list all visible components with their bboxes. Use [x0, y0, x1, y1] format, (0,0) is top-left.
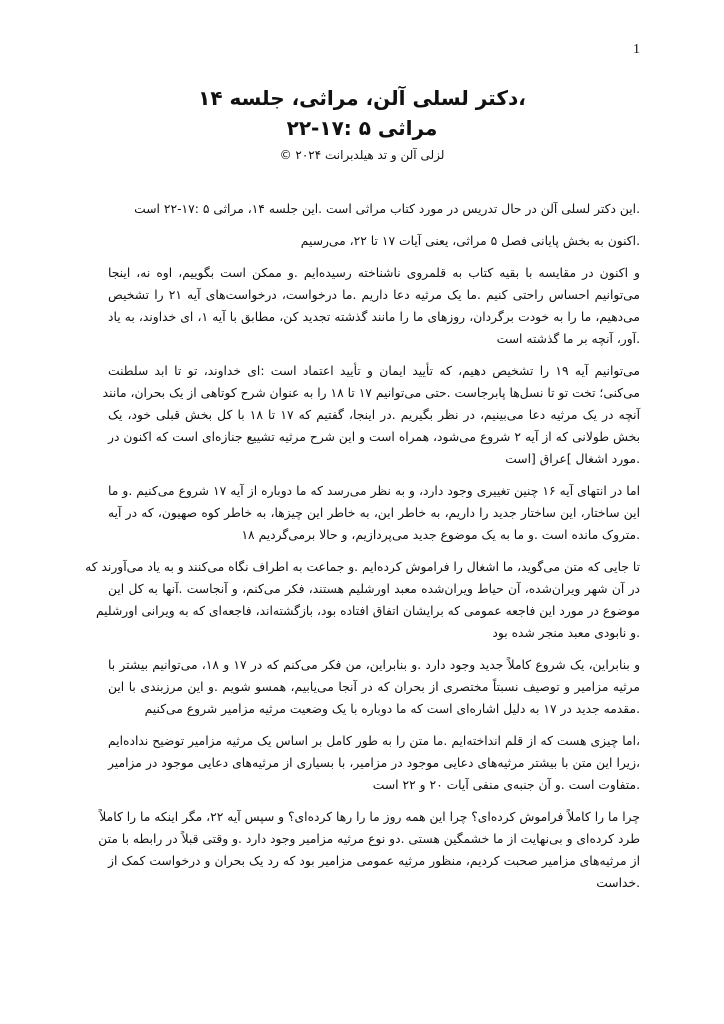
- paragraph-line: ،اما چیزی هست که از قلم انداخته‌ایم .ما متن را به طور کامل بر اساس یک مرثیه مزامیر توضیح نداده‌ایم: [108, 734, 640, 748]
- paragraph: [98, 806, 640, 894]
- paragraph: [85, 556, 640, 644]
- document-subtitle-reference: مراثی ۵ :۱۷-۲۲: [286, 116, 438, 140]
- paragraph: [108, 654, 640, 720]
- paragraph-line: طرد کرده‌ای و بی‌نهایت از ما خشمگین هستی .دو نوع مرثیه مزامیر وجود دارد .و وقتی قبلاً در رابطه با متن: [98, 832, 640, 846]
- paragraph-line: در آن شهر ویران‌شده، آن حیاط ویران‌شده معبد اورشلیم هستند، فکر می‌کنم، و آنجاست .آنها به کل این: [108, 582, 640, 596]
- paragraph-line: .متروک مانده است .و ما به یک موضوع جدید می‌پردازیم، و حالا برمی‌گردیم ۱۸: [241, 528, 640, 542]
- paragraph-line: و اکنون در مقایسه با بقیه کتاب به قلمروی ناشناخته رسیده‌ایم .و ممکن است بگوییم، اوه نه، اینجا: [108, 266, 640, 280]
- paragraph-line: .مورد اشغال ]عراق [است: [505, 452, 640, 466]
- paragraph-line: می‌دهیم، ما را به خودت برگردان، روزهای ما را مانند گذشته تجدید کن، مطابق با آیه ۱، ای خداوند، به یاد: [108, 310, 640, 324]
- paragraph: [108, 480, 640, 546]
- paragraph-line: موضوع در مورد این فاجعه عمومی که برایشان اتفاق افتاده بود، بازگشته‌اند، فاجعه‌ای که به ویرانی اورشلیم: [96, 604, 640, 618]
- paragraph-line: ،زیرا این متن با بیشتر مرثیه‌های دعایی موجود در مزامیر، با بسیاری از مرثیه‌های دعایی موجود در مزامیر: [108, 756, 640, 770]
- paragraph-line: .اکنون به بخش پایانی فصل ۵ مراثی، یعنی آیات ۱۷ تا ۲۲، می‌رسیم: [300, 234, 640, 248]
- paragraph: [108, 230, 640, 252]
- paragraph: [108, 262, 640, 350]
- paragraph: [108, 730, 640, 796]
- paragraph-line: می‌توانیم آیه ۱۹ را تشخیص دهیم، که تأیید ایمان و تأیید اعتماد است :ای خداوند، تو تا ابد سلطنت: [108, 364, 640, 378]
- paragraph-line: بخش طولانی که از آیه ۲ شروع می‌شود، همراه است و این شرح مرثیه تشییع جنازه‌ای است که اکنون در: [108, 430, 641, 444]
- paragraph-line: تا جایی که متن می‌گوید، ما اشغال را فراموش کرده‌ایم .و جماعت به اطراف نگاه می‌کنند و به یاد می‌آورند که: [85, 560, 640, 574]
- paragraph-line: .مقدمه جدید در ۱۷ به دلیل اشاره‌ای است که ما دوباره با یک وضعیت مرثیه مزامیر شروع می‌کنیم: [144, 702, 640, 716]
- paragraph-line: این ساختار، این ساختار جدید را داریم، به خاطر این، به خاطر این چیزها، به خاطر کوه صهیون، که در آیه: [108, 506, 640, 520]
- paragraph-line: چرا ما را کاملاً فراموش کرده‌ای؟ چرا این همه روز ما را رها کرده‌ای؟ و سپس آیه ۲۲، مگر اینکه ما را کاملاً: [99, 810, 640, 824]
- paragraph-line: می‌کنی؛ تخت تو تا نسل‌ها پابرجاست .حتی می‌توانیم ۱۷ تا ۱۸ را به عنوان شرح کوتاهی از یک بحران، مانند: [102, 386, 640, 400]
- document-title: ،دکتر لسلی آلن، مراثی، جلسه ۱۴: [198, 86, 526, 110]
- document-body: [85, 198, 641, 904]
- page-number: 1: [633, 42, 640, 57]
- paragraph-line: .و نابودی معبد منجر شده بود: [492, 626, 640, 640]
- paragraph-line: مرثیه مزامیر و توصیف نسبتاً مختصری از بحران که در آنجا می‌یابیم، همسو شویم .و این مرزبندی با این: [108, 680, 640, 694]
- paragraph: [102, 360, 641, 470]
- paragraph: [108, 198, 640, 220]
- copyright-line: لزلی آلن و تد هیلدبرانت ۲۰۲۴ ©: [279, 148, 445, 162]
- paragraph-line: می‌توانیم احساس راحتی کنیم .ما یک مرثیه دعا داریم .ما درخواست، درخواست‌های آیه ۲۱ را تشخیص: [108, 288, 640, 302]
- paragraph-line: آنچه در یک مرثیه دعا می‌بینیم، در نظر بگیریم .در اینجا، گفتیم که ۱۷ تا ۱۸ با کل بخش قبلی خود، یک: [108, 408, 640, 422]
- paragraph-line: .متفاوت است .و آن جنبه‌ی منفی آیات ۲۰ و ۲۲ است: [372, 778, 640, 792]
- paragraph-line: .این دکتر لسلی آلن در حال تدریس در مورد کتاب مراثی است .این جلسه ۱۴، مراثی ۵ :۱۷-۲۲ است: [134, 202, 640, 216]
- paragraph-line: و بنابراین، یک شروع کاملاً جدید وجود دارد .و بنابراین، من فکر می‌کنم که در ۱۷ و ۱۸، می‌توانیم بیشتر با: [108, 658, 641, 672]
- paragraph-line: .آور، آنچه بر ما گذشته است: [496, 332, 640, 346]
- paragraph-line: .خداست: [596, 876, 640, 890]
- paragraph-line: اما در انتهای آیه ۱۶ چنین تغییری وجود دارد، و به نظر می‌رسد که ما دوباره از آیه ۱۷ شروع می‌کنیم .و ما: [108, 484, 641, 498]
- paragraph-line: از مرثیه‌های مزامیر صحبت کردیم، منظور مرثیه عمومی مزامیر بود که رد یک بحران و درخواست کمک از: [108, 854, 640, 868]
